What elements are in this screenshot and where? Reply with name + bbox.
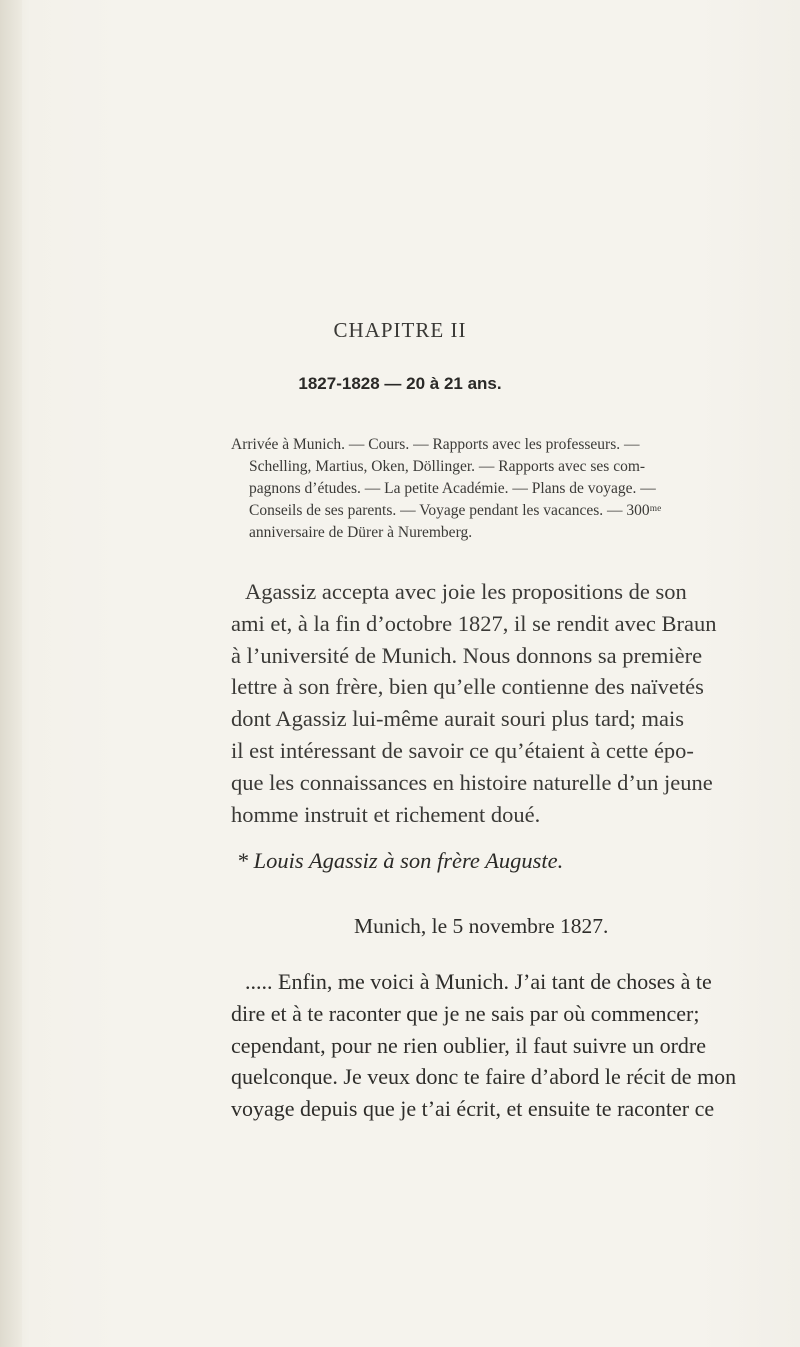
body-line: il est intéressant de savoir ce qu’étaient à cette épo- bbox=[231, 737, 694, 763]
page-gutter-shadow bbox=[0, 0, 22, 1347]
letter-line: ..... Enfin, me voici à Munich. J’ai tant de choses à te bbox=[245, 969, 712, 994]
body-paragraph bbox=[231, 576, 717, 830]
summary-line: Schelling, Martius, Oken, Döllinger. — Rapports avec ses com- bbox=[249, 458, 646, 475]
letter-line: voyage depuis que je t’ai écrit, et ensuite te raconter ce bbox=[231, 1096, 715, 1122]
body-line: ami et, à la fin d’octobre 1827, il se rendit avec Braun bbox=[231, 610, 717, 636]
letter-line: dire et à te raconter que je ne sais par où commencer; bbox=[231, 1000, 700, 1026]
letter-line: cependant, pour ne rien oublier, il faut suivre un ordre bbox=[231, 1032, 707, 1058]
body-line: homme instruit et richement doué. bbox=[231, 801, 541, 827]
body-line: lettre à son frère, bien qu’elle contienne des naïvetés bbox=[231, 674, 704, 700]
letter-line: quelconque. Je veux donc te faire d’abord le récit de mon bbox=[231, 1064, 737, 1090]
body-line: dont Agassiz lui-même aurait souri plus tard; mais bbox=[231, 706, 685, 732]
summary-line: pagnons d’études. — La petite Académie. — Plans de voyage. — bbox=[249, 480, 656, 497]
summary-line: Conseils de ses parents. — Voyage pendant les vacances. — 300ᵐᵉ bbox=[249, 502, 662, 519]
chapter-summary bbox=[231, 434, 686, 544]
summary-line: Arrivée à Munich. — Cours. — Rapports avec les professeurs. — bbox=[231, 436, 640, 453]
body-line: à l’université de Munich. Nous donnons sa première bbox=[231, 642, 703, 668]
letter-heading: * Louis Agassiz à son frère Auguste. bbox=[236, 848, 564, 873]
chapter-years: 1827-1828 — 20 à 21 ans. bbox=[298, 374, 502, 393]
letter-paragraph bbox=[231, 966, 737, 1125]
summary-line: anniversaire de Dürer à Nuremberg. bbox=[249, 524, 473, 541]
body-line: Agassiz accepta avec joie les propositions de son bbox=[245, 579, 687, 604]
chapter-title: CHAPITRE II bbox=[333, 318, 467, 342]
letter-dateline: Munich, le 5 novembre 1827. bbox=[354, 914, 609, 938]
body-line: que les connaissances en histoire naturelle d’un jeune bbox=[231, 769, 713, 795]
